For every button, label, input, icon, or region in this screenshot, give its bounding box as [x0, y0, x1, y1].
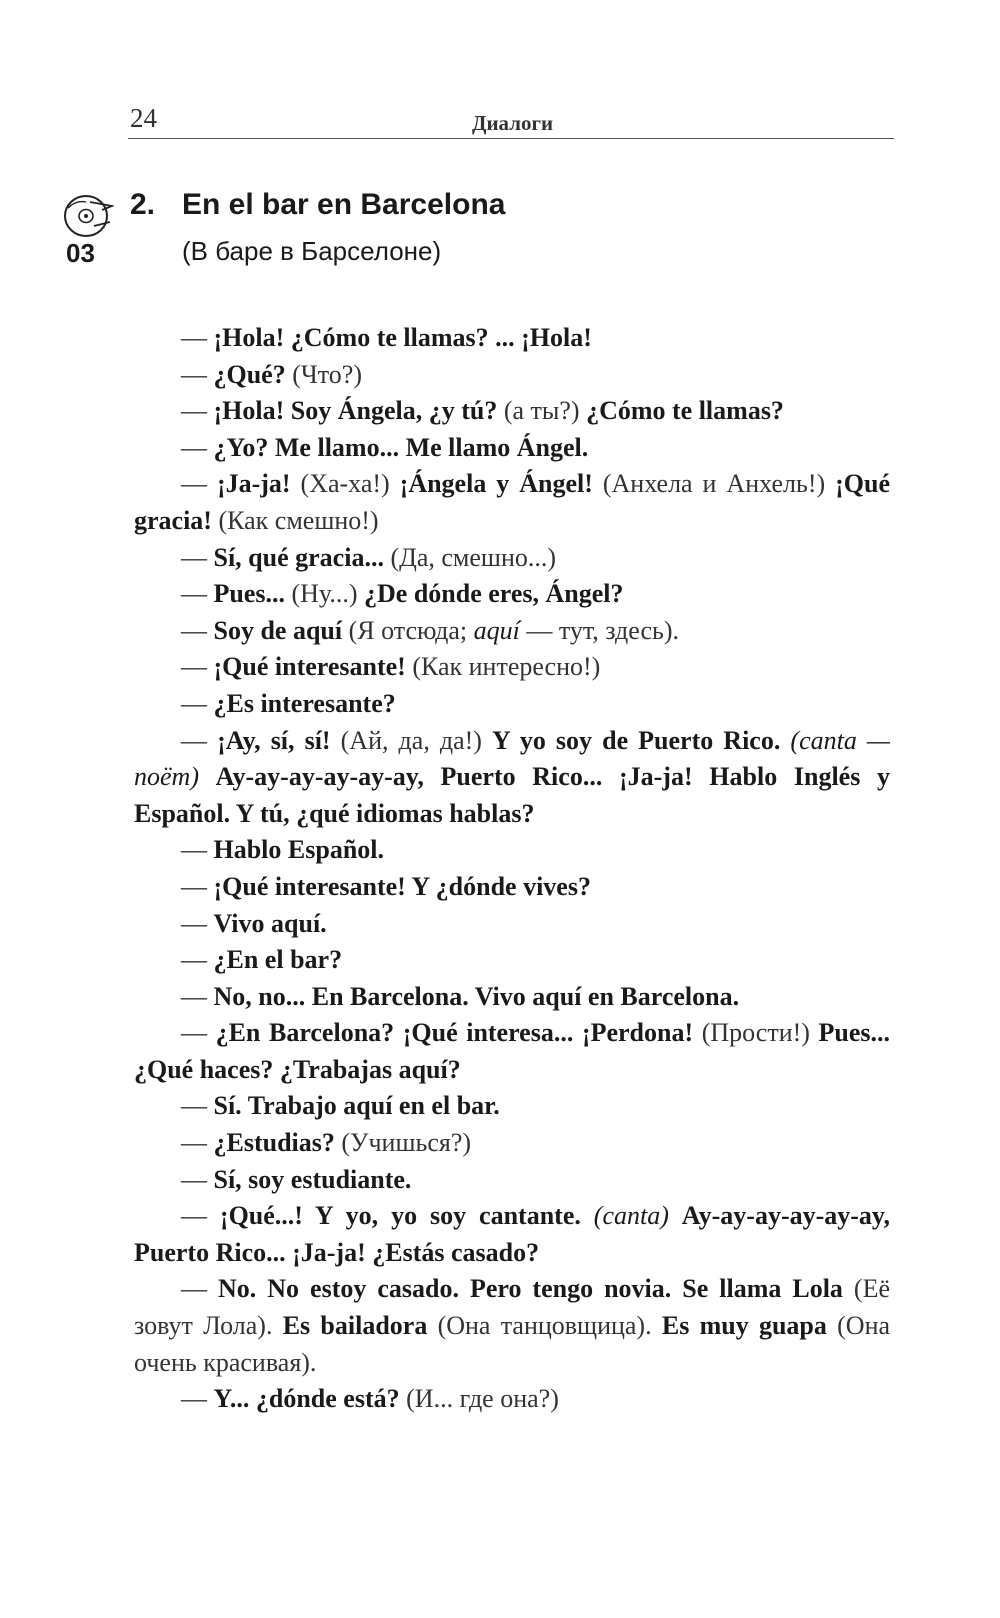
spanish-text: Vivo aquí. — [213, 908, 327, 938]
dialogue-line — [134, 686, 890, 723]
dialogue-line — [134, 430, 890, 467]
section-title-text: En el bar en Barcelona — [182, 188, 506, 221]
translation-text — [780, 726, 790, 755]
dialogue-line — [134, 1271, 890, 1381]
spanish-text: Y yo soy de Puerto Rico. — [492, 725, 781, 755]
spanish-text: Soy de aquí — [213, 615, 343, 645]
translation-text: (Я отсюда; — [342, 615, 474, 645]
spanish-text: No. No estoy casado. Pero tengo novia. Se llama Lola — [218, 1274, 843, 1304]
translation-text: — — [181, 542, 214, 572]
translation-text: (Анхела и Анхель!) — [592, 469, 836, 499]
italic-note: (canta — поёт) — [134, 725, 891, 792]
translation-text: (Как интересно!) — [405, 652, 601, 682]
spanish-text: ¿Qué? — [213, 359, 286, 389]
spanish-text: Ay-ay-ay-ay-ay-ay, Puerto Rico... ¡Ja-ja! ¿Estás casado? — [134, 1201, 890, 1267]
dialogue-line — [134, 1381, 890, 1418]
translation-text: — — [181, 871, 214, 901]
spanish-text: ¿En el bar? — [213, 945, 343, 975]
translation-text: — — [181, 579, 214, 609]
dialogue-line — [134, 723, 890, 833]
translation-text — [199, 762, 216, 791]
spanish-text: ¿Cómo te llamas? — [586, 396, 784, 426]
spanish-text: ¡Ja-ja! — [216, 469, 291, 499]
dialogue-line — [134, 832, 890, 869]
spanish-text: Es muy guapa — [661, 1311, 827, 1341]
spanish-text: ¡Ay, sí, sí! — [217, 725, 331, 755]
dialogue-line — [134, 357, 890, 394]
translation-text — [581, 1201, 594, 1230]
spanish-text: Hablo Español. — [213, 835, 385, 865]
translation-text: (Ай, да, да!) — [330, 725, 493, 755]
spanish-text: Sí. Trabajo aquí en el bar. — [213, 1091, 500, 1121]
spanish-text: ¡Hola! ¿Cómo te llamas? ... ¡Hola! — [213, 323, 592, 352]
translation-text — [669, 1201, 682, 1230]
dialogue-line — [134, 1198, 890, 1271]
section-number: 2. — [130, 188, 156, 221]
translation-text: (Что?) — [285, 359, 363, 389]
dialogue-line — [134, 1162, 890, 1199]
dialogue-line — [134, 576, 890, 613]
track-number: 03 — [66, 238, 95, 268]
translation-text: — — [181, 1384, 214, 1414]
spanish-text: ¡Qué gracia! — [134, 469, 890, 535]
translation-text: (Учишься?) — [334, 1128, 472, 1158]
spanish-text: ¿Estudias? — [213, 1128, 335, 1158]
dialogue-line — [134, 613, 890, 650]
italic-note: aquí — [473, 615, 520, 645]
translation-text: (Её зовут Лола). — [134, 1274, 890, 1341]
spanish-text: Sí, qué gracia... — [213, 542, 384, 572]
spanish-text: ¿De dónde eres, Ángel? — [364, 579, 624, 609]
translation-text: (Она очень красивая). — [134, 1311, 891, 1377]
translation-text: (Ну...) — [285, 579, 364, 609]
translation-text: — — [181, 432, 214, 462]
italic-note: (canta) — [593, 1201, 669, 1231]
dialogue-line — [134, 942, 890, 979]
translation-text: (Да, смешно...) — [383, 542, 557, 572]
translation-text: — — [181, 908, 214, 938]
translation-text: — — [181, 1128, 214, 1158]
translation-text: — — [181, 615, 214, 645]
section-subtitle: (В баре в Барселоне) — [182, 236, 442, 266]
translation-text: — — [181, 1201, 220, 1231]
spanish-text: Es bailadora — [282, 1311, 428, 1341]
translation-text: — — [181, 1274, 218, 1304]
spanish-text: No, no... En Barcelona. Vivo aquí en Barcelona. — [213, 981, 740, 1011]
spanish-text: ¡Qué interesante! Y ¿dónde vives? — [213, 871, 591, 901]
translation-text: — — [181, 981, 214, 1011]
audio-cd-icon — [62, 188, 114, 240]
translation-text: (Она танцовщица). — [427, 1311, 662, 1341]
spanish-text: ¡Ángela y Ángel! — [399, 469, 593, 499]
translation-text: — — [181, 1018, 216, 1048]
dialogue-line — [134, 1015, 890, 1088]
translation-text: — — [181, 1164, 214, 1194]
dialogue-line — [134, 649, 890, 686]
spanish-text: ¡Qué...! Y yo, yo soy cantante. — [219, 1201, 581, 1231]
translation-text: (Как смешно!) — [211, 505, 379, 535]
dialogue-line — [134, 320, 890, 357]
section-title — [130, 188, 505, 222]
translation-text: — — [181, 359, 214, 389]
translation-text: — — [181, 688, 214, 718]
translation-text: — тут, здесь). — [519, 615, 680, 645]
translation-text: — — [181, 725, 218, 755]
page-number: 24 — [130, 103, 157, 133]
dialogue-line — [134, 1088, 890, 1125]
translation-text: (а ты?) — [497, 396, 587, 426]
spanish-text: Ay-ay-ay-ay-ay-ay, Puerto Rico... ¡Ja-ja! Hablo Inglés y Español. Y tú, ¿qué idiomas hablas? — [134, 762, 890, 828]
translation-text: — — [181, 323, 214, 352]
dialogue-line — [134, 869, 890, 906]
running-head: Диалоги — [472, 111, 554, 135]
dialogue-line — [134, 466, 890, 539]
header-rule — [128, 138, 894, 139]
spanish-text: ¿En Barcelona? ¡Qué interesa... ¡Perdona! — [215, 1018, 694, 1048]
translation-text: (Ха-ха!) — [290, 469, 400, 499]
spanish-text: Pues... ¿Qué haces? ¿Trabajas aquí? — [134, 1018, 891, 1084]
translation-text: (Прости!) — [693, 1018, 819, 1048]
translation-text: — — [181, 469, 217, 499]
dialogue — [134, 320, 890, 1418]
dialogue-line — [134, 1125, 890, 1162]
spanish-text: Sí, soy estudiante. — [213, 1164, 412, 1194]
translation-text: — — [181, 652, 214, 682]
translation-text: (И... где она?) — [399, 1384, 559, 1414]
dialogue-line — [134, 393, 890, 430]
dialogue-line — [134, 979, 890, 1016]
spanish-text: ¡Qué interesante! — [213, 652, 406, 682]
spanish-text: ¿Es interesante? — [213, 688, 396, 718]
spanish-text: Y... ¿dónde está? — [213, 1384, 400, 1414]
translation-text: — — [181, 945, 214, 975]
translation-text: — — [181, 396, 214, 426]
translation-text: — — [181, 1091, 214, 1121]
translation-text: — — [181, 835, 214, 865]
dialogue-line — [134, 906, 890, 943]
dialogue-line — [134, 540, 890, 577]
spanish-text: ¿Yo? Me llamo... Me llamo Ángel. — [213, 432, 589, 462]
spanish-text: Pues... — [213, 579, 285, 609]
spanish-text: ¡Hola! Soy Ángela, ¿y tú? — [213, 396, 498, 426]
